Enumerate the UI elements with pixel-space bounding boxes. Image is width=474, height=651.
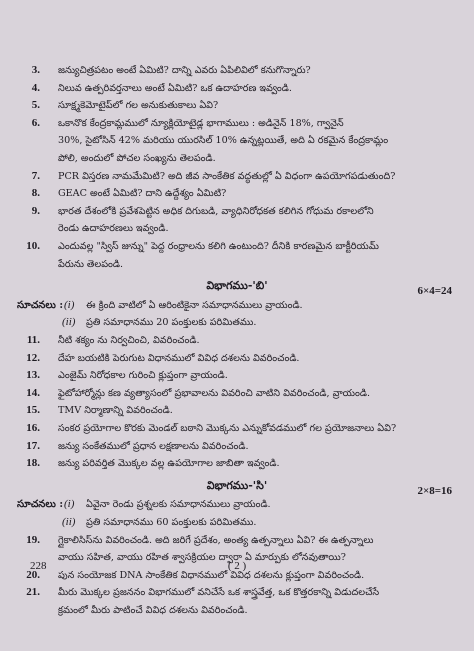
section-b-q-row xyxy=(0,438,474,455)
question-number: 12. xyxy=(26,351,40,364)
section-c-q-row xyxy=(0,532,474,549)
question-number: 19. xyxy=(26,533,40,546)
note-text: ఈ క్రింది వాటిలో ఏ ఆరింటికైనా సమాధానములు వ్రాయండి. xyxy=(86,299,303,311)
question-text: క్రమంలో మీరు పాటించే వివిధ దశలను వివరించండి. xyxy=(58,605,248,616)
q-row xyxy=(0,115,474,132)
question-number: 8. xyxy=(31,187,40,200)
question-text: TMV నిర్మాణాన్ని వివరించండి. xyxy=(58,405,173,417)
question-number: 13. xyxy=(26,369,40,382)
q-row xyxy=(0,256,474,273)
section-b-marks: 6×4=24 xyxy=(417,285,452,298)
question-number: 4. xyxy=(31,81,40,94)
q-row xyxy=(0,168,474,185)
question-text: దేహ బయటికి పెరుగుట విధానములో వివిధ దశలను వివరించండి. xyxy=(58,352,300,364)
q-row xyxy=(0,150,474,167)
section-c-q-row xyxy=(0,584,474,601)
q-row xyxy=(0,238,474,255)
question-text: సంకర ప్రయోగాల కొరకు మెండల్ బఠాని మొక్కను ఎన్నుకోవడములో గల ప్రయోజనాలు ఏవి? xyxy=(58,423,397,434)
section-c-title: విభాగము-'సి' xyxy=(206,478,268,492)
note-numeral: (ii) xyxy=(62,316,76,329)
note-numeral: (i) xyxy=(64,498,75,511)
question-text: మీరు మొక్కల ప్రజననం విభాగములో వనిచేసే ఒక శాస్త్రవేత్త, ఒక కొత్తరకాన్ని విడుదలచేసే xyxy=(58,587,380,599)
question-text: నీటి శక్యం ను నిర్వచించి, వివరించండి. xyxy=(58,335,200,346)
question-text: GEAC అంటే ఏమిటి? దాని ఉద్దేశ్యం ఏమిటి? xyxy=(58,188,227,200)
section-c-q-row xyxy=(0,602,474,619)
q-row xyxy=(0,80,474,97)
question-number: 17. xyxy=(26,439,40,452)
question-text: 30%, సైటోసిన్ 42% మరియు యురసిల్ 10% ఉన్నట్లయితే, అది ఏ రకమైన కేంద్రకామ్లం xyxy=(58,135,389,147)
question-text: భారత దేశంలోకి ప్రవేశపెట్టిన అధిక దిగుబడి, వ్యాధినిరోధకత కలిగిన గోధుమ రకాలలోని xyxy=(58,205,374,217)
section-b-q-row xyxy=(0,367,474,384)
note-text: ప్రతి సమాధానము 60 పంక్తులకు పరిమితము. xyxy=(86,517,257,528)
question-text: రెండు ఉదాహరణలు ఇవ్వండి. xyxy=(58,223,169,235)
section-b-q-row xyxy=(0,350,474,367)
question-number: 9. xyxy=(31,204,40,217)
question-number: 16. xyxy=(26,422,40,434)
question-text: ఎంజైమ్ నిరోధకాల గురించి క్లుప్తంగా వ్రాయండి. xyxy=(58,370,228,382)
section-b-note-row xyxy=(0,297,474,314)
section-c-note-row xyxy=(0,496,474,513)
question-text: గ్లైకాలిసిస్‌ను వివరించండి. అది జరిగే ప్రదేశం, అంత్య ఉత్పన్నాలు ఏవి? ఈ ఉత్పన్నాలు xyxy=(58,534,374,546)
question-number: 10. xyxy=(26,240,40,252)
question-text: పోలి, అందులో పోచల సంఖ్యను తెలపండి. xyxy=(58,153,216,164)
question-number: 11. xyxy=(26,334,40,346)
question-number: 7. xyxy=(31,169,40,182)
question-number: 20. xyxy=(26,568,40,581)
section-c-header xyxy=(0,477,474,497)
question-number: 6. xyxy=(31,116,40,129)
page-number: ( 2 ) xyxy=(227,560,247,572)
section-b-header xyxy=(0,277,474,298)
note-numeral: (i) xyxy=(64,298,75,311)
section-b-q-row xyxy=(0,332,474,349)
q-row xyxy=(0,203,474,220)
note-text: ఏవైనా రెండు ప్రశ్నలకు సమాధానములు వ్రాయండి. xyxy=(86,499,271,511)
question-text: జన్యుచిత్రపటం అంటే ఏమిటి? దాన్ని ఎవరు ఏపిలివిలో కనుగొన్నారు? xyxy=(58,65,311,76)
question-text: PCR విస్తరణ నామమేమిటి? అది జీవ సాంకేతిక వద్ధతుల్లో ఏ విధంగా ఉపయోగపడుతుంది? xyxy=(58,170,396,182)
question-text: జన్యు పరివర్తిత మొక్కల వల్ల ఉపయోగాల జాబితా ఇవ్వండి. xyxy=(58,458,280,470)
section-b-q-row xyxy=(0,420,474,437)
q-row xyxy=(0,62,474,79)
q-row xyxy=(0,97,474,114)
question-text: ఎందువల్ల "స్విస్ జున్ను" పెద్ద రంధ్రాలను కలిగి ఉంటుంది? దీనికి కారణమైన బాక్టీరియమ్ xyxy=(58,241,379,252)
note-text: ప్రతి సమాధానము 20 పంక్తులకు పరిమితము. xyxy=(86,317,257,329)
notes-label: సూచనలు : xyxy=(17,499,64,511)
notes-label: సూచనలు : xyxy=(17,299,64,311)
question-text: పేరును తెలపండి. xyxy=(58,258,124,270)
question-number: 14. xyxy=(26,386,40,399)
question-text: వాయు సహిత, వాయు రహిత శ్వాసక్రియల ద్వారా ఏ మార్పుకు లోనవుతాయి? xyxy=(58,552,346,564)
q-row xyxy=(0,220,474,237)
section-c-note-row xyxy=(0,514,474,531)
question-text: ఒకానొక కేంద్రకామ్లములో న్యూక్లియోటైడ్ల భాగాములు : అడినైన్ 18%, గ్వానైన్ xyxy=(58,117,344,129)
paper-code: 228 xyxy=(30,560,47,572)
q-row xyxy=(0,185,474,202)
question-number: 15. xyxy=(26,404,40,417)
question-number: 18. xyxy=(26,457,40,470)
question-text: ఫైటోహార్మోన్లు కణ వ్యత్యాసంలో ప్రభావాలను వివరించి వాటిని వివరించండి, వ్రాయండి. xyxy=(58,387,371,399)
section-b-q-row xyxy=(0,455,474,472)
question-text: సూక్ష్మకెమోటైప్‌లో గల అనుకుతుకాలు ఏవి? xyxy=(58,100,219,112)
question-number: 21. xyxy=(26,586,40,599)
question-text: నిలువ ఉత్పరివర్తనాలు అంటే ఏమిటి? ఒక ఉదాహరణ ఇవ్వండి. xyxy=(58,82,292,94)
section-b-q-row xyxy=(0,385,474,402)
section-b-q-row xyxy=(0,402,474,419)
section-b-title: విభాగము-'బి' xyxy=(206,279,268,293)
question-text: జన్యు సంకేతములో ప్రధాన లక్షణాలను వివరించండి. xyxy=(58,440,249,452)
q-row xyxy=(0,132,474,149)
question-number: 3. xyxy=(31,64,40,76)
question-number: 5. xyxy=(31,99,40,112)
question-text: పున సంయోజక DNA సాంకేతిక విధానములో వివిధ దశలను క్లుప్తంగా వివరించండి. xyxy=(58,569,365,581)
section-b-note-row xyxy=(0,314,474,331)
note-numeral: (ii) xyxy=(62,516,76,528)
section-c-marks: 2×8=16 xyxy=(417,484,452,497)
